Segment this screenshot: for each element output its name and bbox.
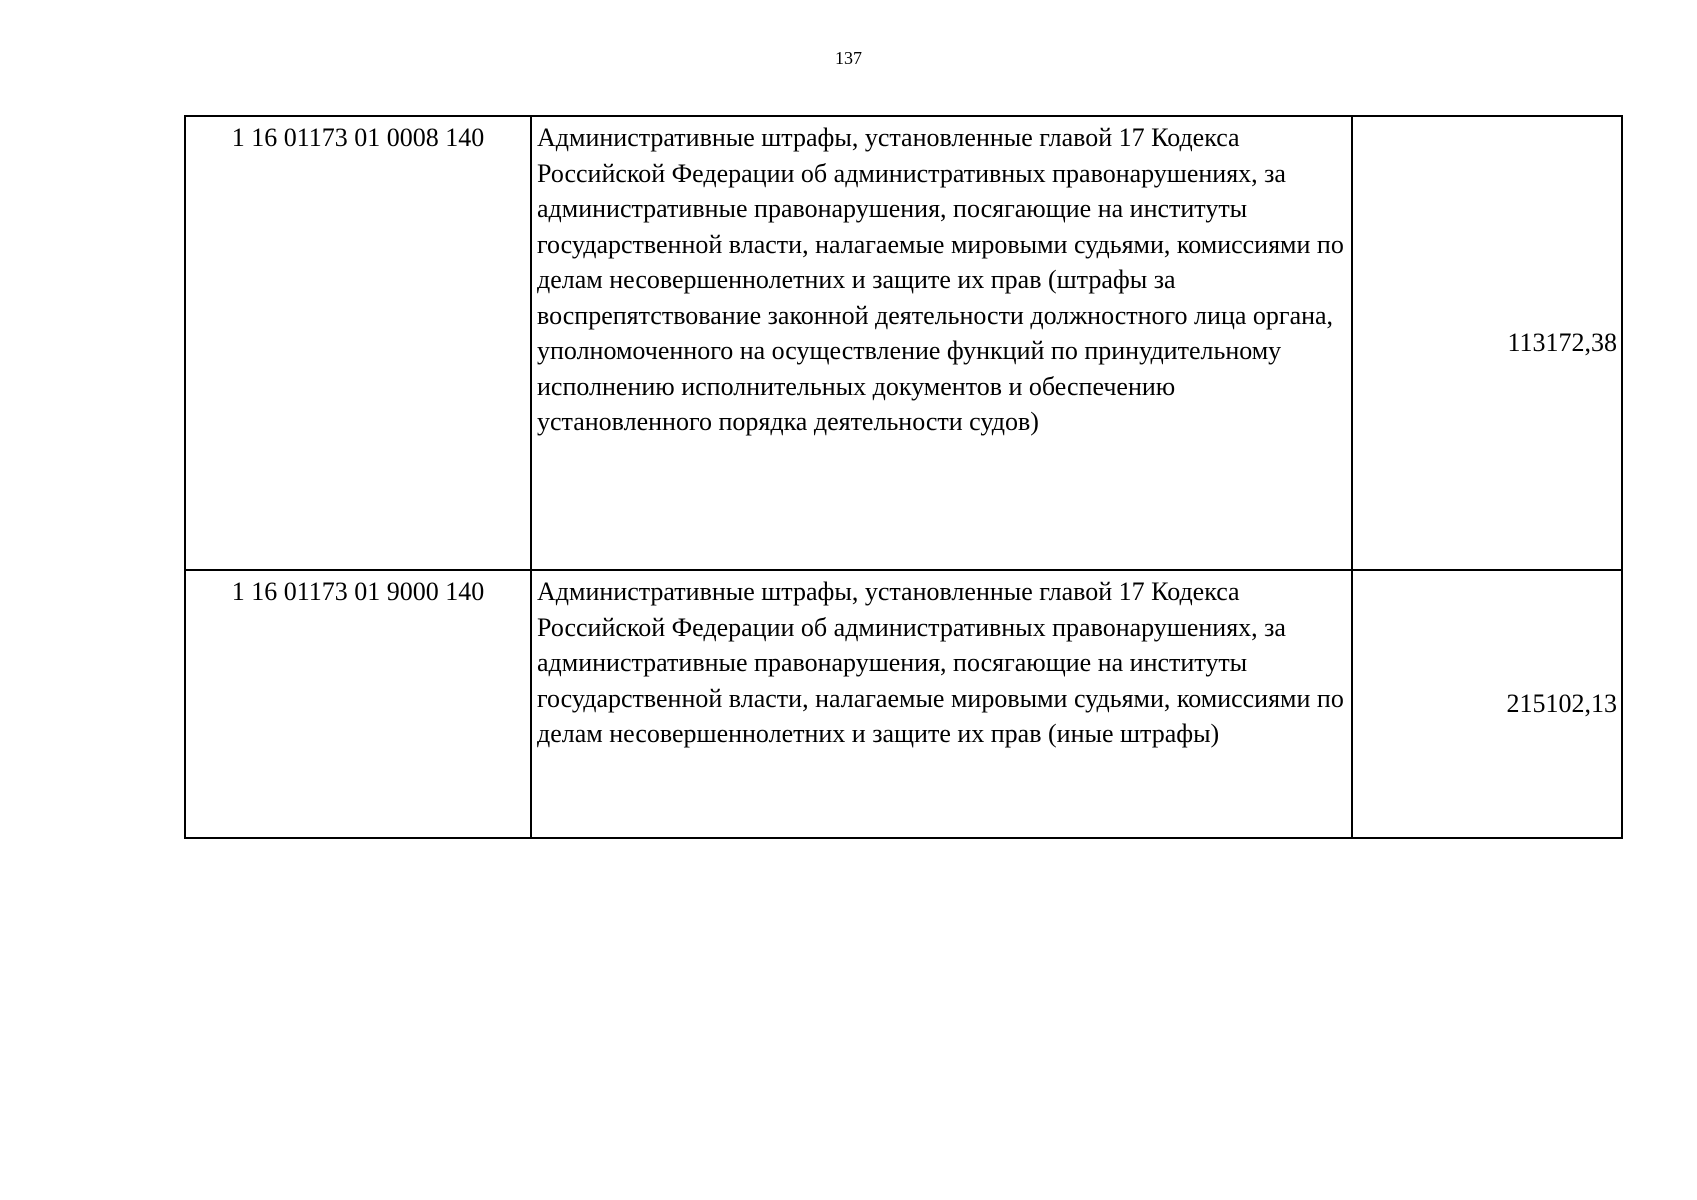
- table-row: [185, 570, 1622, 838]
- table-row: [185, 116, 1622, 570]
- budget-classification-code: 1 16 01173 01 9000 140: [185, 570, 531, 838]
- revenue-description: Административные штрафы, установленные главой 17 Кодекса Российской Федерации об административных правонарушениях, за административные правонарушения, посягающие на институты государственной власти, налагаемые мировыми судьями, комиссиями по делам несовершеннолетних и защите их прав (иные штрафы): [531, 570, 1352, 838]
- page-number: 137: [835, 48, 862, 68]
- revenue-description: Административные штрафы, установленные главой 17 Кодекса Российской Федерации об административных правонарушениях, за административные правонарушения, посягающие на институты государственной власти, налагаемые мировыми судьями, комиссиями по делам несовершеннолетних и защите их прав (штрафы за воспрепятствование законной деятельности должностного лица органа, уполномоченного на осуществление функций по принудительному исполнению исполнительных документов и обеспечению установленного порядка деятельности судов): [531, 116, 1352, 570]
- budget-revenue-table: [184, 115, 1623, 839]
- revenue-amount: 215102,13: [1352, 570, 1622, 838]
- budget-classification-code: 1 16 01173 01 0008 140: [185, 116, 531, 570]
- revenue-amount: 113172,38: [1352, 116, 1622, 570]
